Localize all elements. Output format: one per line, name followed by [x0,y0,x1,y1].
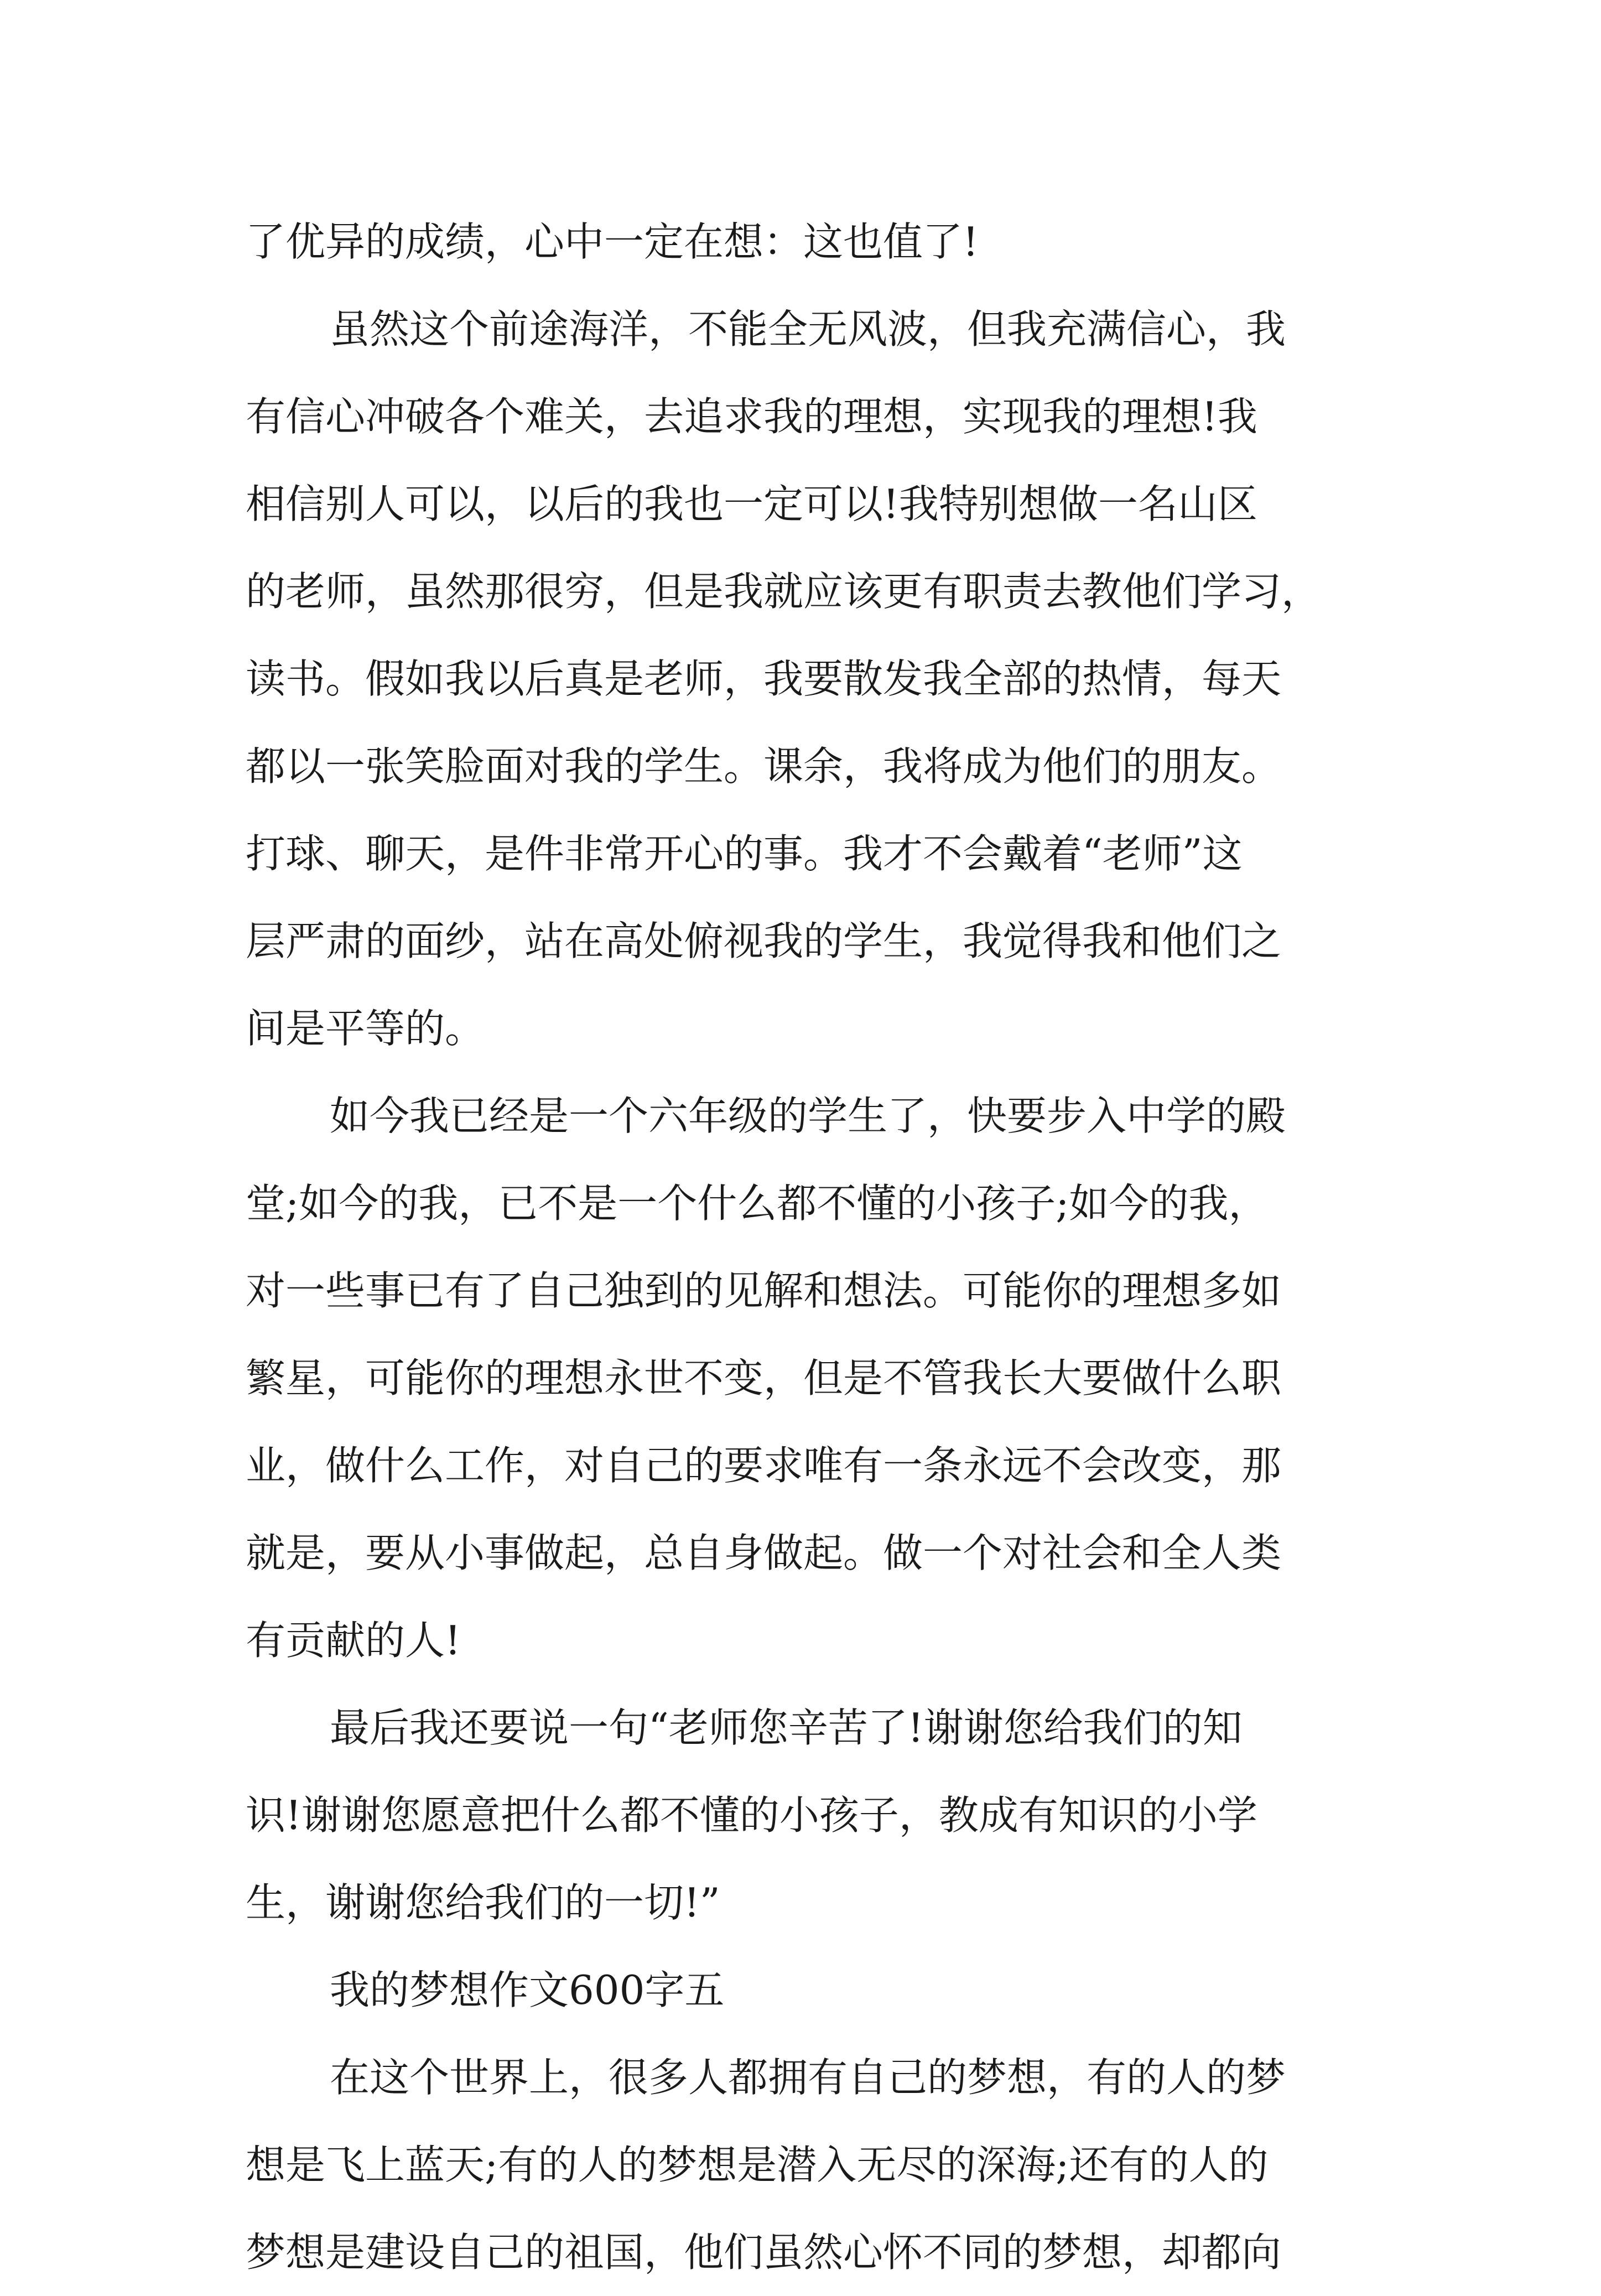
text-line: 识!谢谢您愿意把什么都不懂的小孩子，教成有知识的小学 [246,1792,1257,1838]
text-line: 就是，要从小事做起，总自身做起。做一个对社会和全人类 [246,1530,1282,1576]
text-line: 读书。假如我以后真是老师，我要散发我全部的热情，每天 [246,656,1282,702]
text-line: 了优异的成绩，心中一定在想：这也值了! [246,219,979,265]
text-line: 我的梦想作文600字五 [330,1967,725,2013]
text-line: 梦想是建设自己的祖国，他们虽然心怀不同的梦想，却都向 [246,2229,1282,2276]
text-line: 繁星，可能你的理想永世不变，但是不管我长大要做什么职 [246,1355,1282,1401]
text-line: 有信心冲破各个难关，去追求我的理想，实现我的理想!我 [246,393,1257,440]
text-line: 相信别人可以，以后的我也一定可以!我特别想做一名山区 [246,481,1257,527]
text-line: 打球、聊天，是件非常开心的事。我才不会戴着“老师”这 [246,830,1243,877]
text-line: 虽然这个前途海洋，不能全无风波，但我充满信心，我 [330,306,1286,352]
text-line: 都以一张笑脸面对我的学生。课余，我将成为他们的朋友。 [246,743,1282,789]
text-line: 最后我还要说一句“老师您辛苦了!谢谢您给我们的知 [330,1705,1243,1751]
text-line: 如今我已经是一个六年级的学生了，快要步入中学的殿 [330,1093,1286,1139]
essay-body [246,198,1374,2296]
text-line: 在这个世界上，很多人都拥有自己的梦想，有的人的梦 [330,2054,1286,2101]
text-line: 层严肃的面纱，站在高处俯视我的学生，我觉得我和他们之 [246,918,1282,964]
text-line: 生，谢谢您给我们的一切!” [246,1879,720,1926]
text-line: 想是飞上蓝天;有的人的梦想是潜入无尽的深海;还有的人的 [246,2142,1269,2188]
text-line: 的老师，虽然那很穷，但是我就应该更有职责去教他们学习， [246,568,1322,615]
text-line: 有贡献的人! [246,1617,461,1664]
text-line: 对一些事已有了自己独到的见解和想法。可能你的理想多如 [246,1268,1282,1314]
text-line: 堂;如今的我，已不是一个什么都不懂的小孩子;如今的我， [246,1180,1269,1227]
text-line: 业，做什么工作，对自己的要求唯有一条永远不会改变，那 [246,1442,1282,1489]
text-line: 间是平等的。 [246,1005,485,1052]
